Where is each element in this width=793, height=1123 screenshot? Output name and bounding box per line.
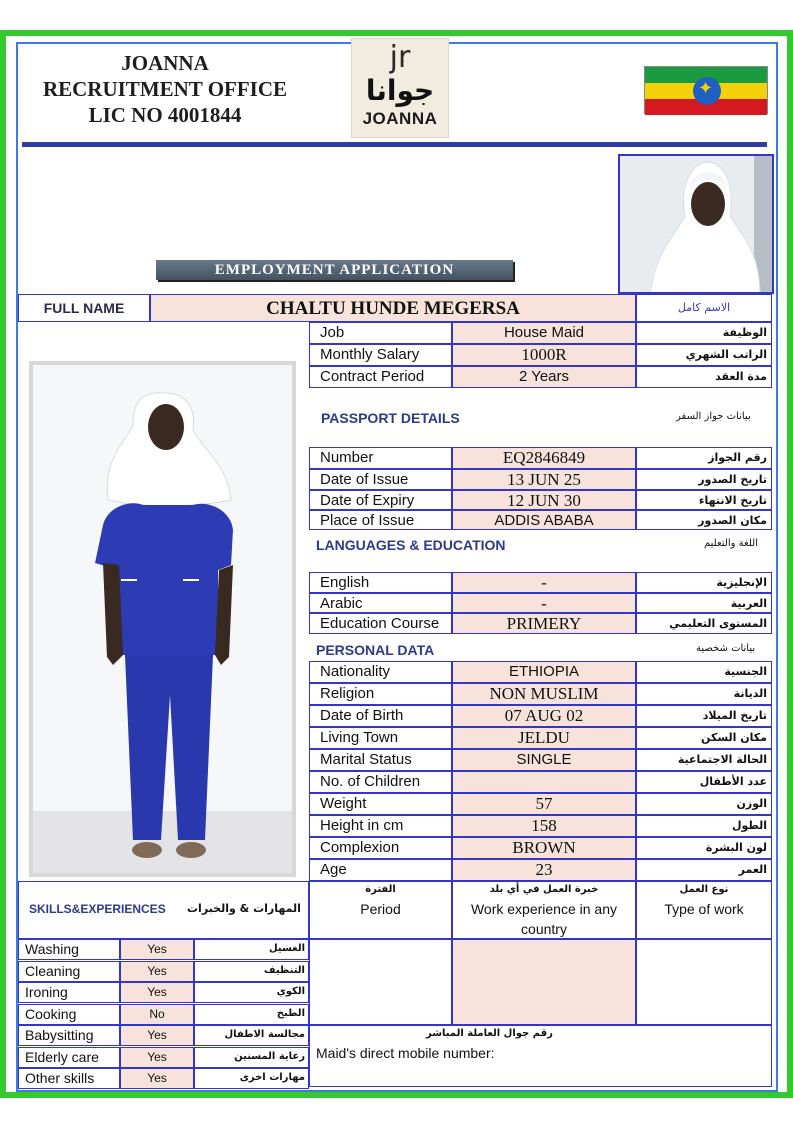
country-header-arabic: خبرة العمل في أي بلد <box>489 884 599 895</box>
passport-heading: PASSPORT DETAILS <box>321 410 460 426</box>
monthly-salary-label: Monthly Salary <box>309 344 452 366</box>
complexion-label-arabic: لون البشرة <box>636 837 772 859</box>
skill-cooking-value: No <box>120 1004 194 1025</box>
skill-other-skills-label-arabic: مهارات اخرى <box>194 1068 309 1089</box>
height-in-cm-value: 158 <box>452 815 636 837</box>
ethiopia-flag-icon <box>644 66 768 114</box>
skills-heading-arabic: المهارات & والخبرات <box>187 902 301 915</box>
weight-label-arabic: الوزن <box>636 793 772 815</box>
office-line-2: RECRUITMENT OFFICE <box>42 77 288 101</box>
office-license: LIC NO 4001844 <box>88 103 242 127</box>
full-name-value: CHALTU HUNDE MEGERSA <box>150 294 636 322</box>
contract-period-value: 2 Years <box>452 366 636 388</box>
monthly-salary-label-arabic: الراتب الشهري <box>636 344 772 366</box>
skill-ironing-label: Ironing <box>18 982 120 1003</box>
age-label-arabic: العمر <box>636 859 772 881</box>
place-of-issue-label: Place of Issue <box>309 510 452 530</box>
date-of-issue-value: 13 JUN 25 <box>452 469 636 490</box>
skill-elderly-care-label: Elderly care <box>18 1047 120 1068</box>
english-label: English <box>309 572 452 593</box>
number-value: EQ2846849 <box>452 447 636 469</box>
mobile-number-box <box>309 1025 772 1087</box>
living-town-value: JELDU <box>452 727 636 749</box>
logo-english: JOANNA <box>362 109 438 128</box>
skill-other-skills-label: Other skills <box>18 1068 120 1089</box>
skill-ironing-value: Yes <box>120 982 194 1003</box>
no-of-children-label: No. of Children <box>309 771 452 793</box>
skill-babysitting-label-arabic: مجالسة الاطفال <box>194 1025 309 1046</box>
height-in-cm-label-arabic: الطول <box>636 815 772 837</box>
period-header-arabic: الفترة <box>365 884 396 895</box>
job-label-arabic: الوظيفة <box>636 322 772 344</box>
date-of-expiry-label: Date of Expiry <box>309 490 452 510</box>
mobile-label-arabic: رقم جوال العاملة المباشر <box>426 1028 553 1039</box>
monthly-salary-value: 1000R <box>452 344 636 366</box>
country-header-label: Work experience in any country <box>470 901 618 937</box>
passport-heading-arabic: بيانات جواز السفر <box>676 411 751 422</box>
office-line-1: JOANNA <box>121 51 209 75</box>
header-divider <box>22 142 767 147</box>
marital-status-label-arabic: الحالة الاجتماعية <box>636 749 772 771</box>
personal-heading: PERSONAL DATA <box>316 642 435 658</box>
height-in-cm-label: Height in cm <box>309 815 452 837</box>
period-header <box>309 881 452 939</box>
nationality-label: Nationality <box>309 661 452 683</box>
skill-other-skills-value: Yes <box>120 1068 194 1089</box>
religion-value: NON MUSLIM <box>452 683 636 705</box>
application-title: EMPLOYMENT APPLICATION <box>156 260 513 280</box>
skill-ironing-label-arabic: الكوي <box>194 982 309 1003</box>
date-of-expiry-label-arabic: تاريخ الانتهاء <box>636 490 772 510</box>
english-value: - <box>452 572 636 593</box>
age-label: Age <box>309 859 452 881</box>
date-of-birth-label-arabic: تاريخ الميلاد <box>636 705 772 727</box>
country-cell <box>452 939 636 1025</box>
no-of-children-label-arabic: عدد الأطفال <box>636 771 772 793</box>
skill-cleaning-label-arabic: التنظيف <box>194 961 309 982</box>
education-course-label-arabic: المستوى التعليمي <box>636 613 772 634</box>
full-name-label: FULL NAME <box>18 294 150 322</box>
skill-cleaning-value: Yes <box>120 961 194 982</box>
no-of-children-value <box>452 771 636 793</box>
office-name <box>20 50 310 128</box>
complexion-label: Complexion <box>309 837 452 859</box>
full-name-label-arabic: الاسم كامل <box>636 294 772 322</box>
skill-washing-label-arabic: الغسيل <box>194 939 309 960</box>
skill-babysitting-label: Babysitting <box>18 1025 120 1046</box>
religion-label: Religion <box>309 683 452 705</box>
weight-value: 57 <box>452 793 636 815</box>
education-course-label: Education Course <box>309 613 452 634</box>
logo-mark: jr <box>389 40 411 75</box>
age-value: 23 <box>452 859 636 881</box>
place-of-issue-value: ADDIS ABABA <box>452 510 636 530</box>
arabic-value: - <box>452 593 636 613</box>
period-cell <box>309 939 452 1025</box>
skill-elderly-care-value: Yes <box>120 1047 194 1068</box>
skill-babysitting-value: Yes <box>120 1025 194 1046</box>
contract-period-label-arabic: مدة العقد <box>636 366 772 388</box>
logo-arabic: جوانا <box>365 74 435 107</box>
period-header-label: Period <box>360 901 401 917</box>
nationality-value: ETHIOPIA <box>452 661 636 683</box>
job-value: House Maid <box>452 322 636 344</box>
mobile-label: Maid's direct mobile number: <box>316 1045 495 1061</box>
number-label: Number <box>309 447 452 469</box>
skill-elderly-care-label-arabic: رعاية المسنين <box>194 1047 309 1068</box>
number-label-arabic: رقم الجواز <box>636 447 772 469</box>
contract-period-label: Contract Period <box>309 366 452 388</box>
place-of-issue-label-arabic: مكان الصدور <box>636 510 772 530</box>
marital-status-label: Marital Status <box>309 749 452 771</box>
skills-heading <box>18 881 309 939</box>
education-course-value: PRIMERY <box>452 613 636 634</box>
skills-heading-label: SKILLS&EXPERIENCES <box>29 902 166 916</box>
religion-label-arabic: الديانة <box>636 683 772 705</box>
country-header <box>452 881 636 939</box>
work-type-header-label: Type of work <box>664 901 744 917</box>
marital-status-value: SINGLE <box>452 749 636 771</box>
english-label-arabic: الإنجليزية <box>636 572 772 593</box>
skill-cooking-label: Cooking <box>18 1004 120 1025</box>
arabic-label-arabic: العربية <box>636 593 772 613</box>
portrait-photo <box>618 154 774 294</box>
languages-heading: LANGUAGES & EDUCATION <box>316 537 506 553</box>
work-type-header-arabic: نوع العمل <box>679 884 729 895</box>
work-type-header <box>636 881 772 939</box>
skill-cooking-label-arabic: الطبخ <box>194 1004 309 1025</box>
joanna-logo <box>351 38 449 138</box>
date-of-issue-label-arabic: تاريخ الصدور <box>636 469 772 490</box>
weight-label: Weight <box>309 793 452 815</box>
skill-cleaning-label: Cleaning <box>18 961 120 982</box>
skill-washing-label: Washing <box>18 939 120 960</box>
full-body-photo <box>29 361 296 877</box>
date-of-expiry-value: 12 JUN 30 <box>452 490 636 510</box>
skill-washing-value: Yes <box>120 939 194 960</box>
languages-heading-arabic: اللغة والتعليم <box>704 538 758 549</box>
arabic-label: Arabic <box>309 593 452 613</box>
date-of-birth-value: 07 AUG 02 <box>452 705 636 727</box>
job-label: Job <box>309 322 452 344</box>
complexion-value: BROWN <box>452 837 636 859</box>
personal-heading-arabic: بيانات شخصية <box>696 643 756 654</box>
date-of-issue-label: Date of Issue <box>309 469 452 490</box>
date-of-birth-label: Date of Birth <box>309 705 452 727</box>
living-town-label: Living Town <box>309 727 452 749</box>
work-type-cell <box>636 939 772 1025</box>
nationality-label-arabic: الجنسية <box>636 661 772 683</box>
living-town-label-arabic: مكان السكن <box>636 727 772 749</box>
